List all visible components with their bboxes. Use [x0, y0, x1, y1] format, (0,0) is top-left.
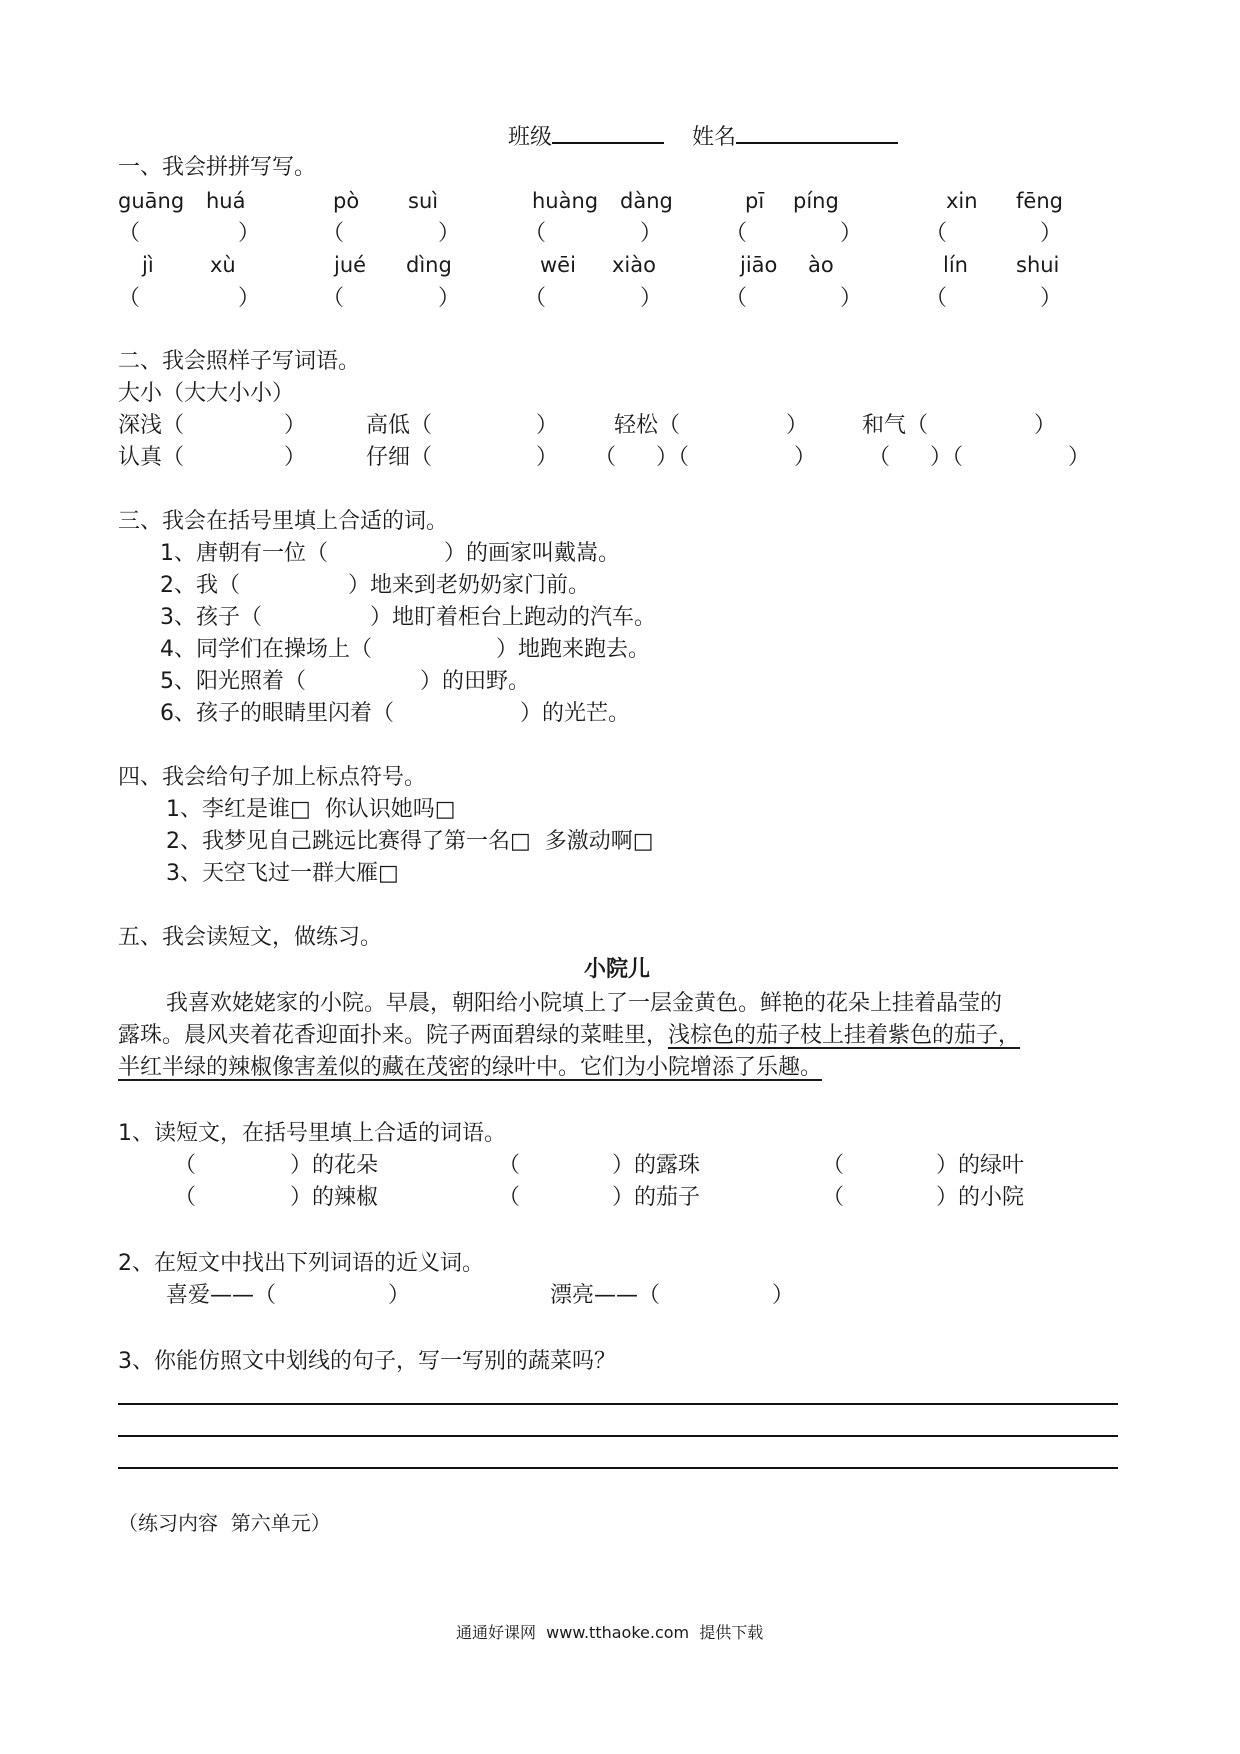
bracket-close: ） [1034, 413, 1057, 438]
synonym-prompt: 漂亮——（ [550, 1283, 661, 1308]
bracket-open: （ [322, 286, 345, 311]
word-prompt: 仔细（ [366, 445, 433, 470]
fill-prompt: 1、唐朝有一位（ [160, 541, 328, 566]
fill-suffix: ）的茄子 [612, 1185, 701, 1210]
fill-suffix: ）的辣椒 [290, 1185, 379, 1210]
fill-prompt: 5、阳光照着（ [160, 669, 306, 694]
bracket-close: ） [536, 413, 559, 438]
header [508, 118, 898, 154]
class-label: 班级 [508, 125, 553, 150]
bracket-open: （ [118, 286, 141, 311]
passage-title: 小院儿 [584, 957, 651, 982]
pinyin: lín [943, 253, 968, 277]
bracket-close: ） [640, 286, 663, 311]
fill-suffix: ）的光芒。 [520, 701, 631, 726]
bracket-open: （ [925, 286, 948, 311]
bracket-open: （ [822, 1153, 845, 1178]
question-2-title: 2、在短文中找出下列词语的近义词。 [118, 1251, 484, 1276]
fill-suffix: ）地来到老奶奶家门前。 [348, 573, 591, 598]
bracket-close: ） [772, 1283, 795, 1308]
bracket-close: ） [284, 445, 307, 470]
bracket-close: ） [1068, 445, 1091, 470]
section-2-title: 二、我会照样子写词语。 [118, 349, 361, 374]
punctuation-item: 3、天空飞过一群大雁□ [166, 861, 399, 886]
passage-text: 露珠。晨风夹着花香迎面扑来。院子两面碧绿的菜畦里， [118, 1023, 669, 1048]
bracket-close: ） [1040, 286, 1063, 311]
example-word: 大小（大大小小） [118, 381, 295, 406]
bracket-open: （ [725, 221, 748, 246]
pinyin: guāng [118, 189, 185, 213]
question-1-title: 1、读短文，在括号里填上合适的词语。 [118, 1121, 506, 1146]
bracket-close: ） [786, 413, 809, 438]
synonym-prompt: 喜爱——（ [166, 1283, 277, 1308]
bracket-open: （ [725, 286, 748, 311]
pinyin: píng [793, 189, 839, 213]
pinyin: dìng [406, 253, 452, 277]
pinyin: ào [808, 253, 834, 277]
footer-credit: 通通好课网 www.tthaoke.com 提供下载 [456, 1623, 764, 1642]
fill-prompt: 3、孩子（ [160, 605, 262, 630]
pinyin: pī [745, 189, 765, 213]
answer-line[interactable] [118, 1403, 1118, 1405]
pinyin: pò [333, 189, 360, 213]
pinyin: shui [1016, 253, 1060, 277]
bracket-pair: ）（ [930, 445, 964, 470]
bracket-close: ） [238, 221, 261, 246]
bracket-close: ） [238, 286, 261, 311]
question-3-title: 3、你能仿照文中划线的句子，写一写别的蔬菜吗？ [118, 1349, 616, 1374]
bracket-pair: ）（ [656, 445, 690, 470]
bracket-close: ） [284, 413, 307, 438]
bracket-open: （ [174, 1153, 197, 1178]
fill-prompt: 4、同学们在操场上（ [160, 637, 372, 662]
fill-suffix: ）的画家叫戴嵩。 [444, 541, 621, 566]
fill-suffix: ）的露珠 [612, 1153, 701, 1178]
passage-line-1: 我喜欢姥姥家的小院。早晨，朝阳给小院填上了一层金黄色。鲜艳的花朵上挂着晶莹的 [166, 991, 1003, 1016]
answer-line[interactable] [118, 1435, 1118, 1437]
pinyin: xù [210, 253, 236, 277]
bracket-open: （ [498, 1153, 521, 1178]
bracket-close: ） [840, 286, 863, 311]
bracket-close: ） [438, 286, 461, 311]
pinyin: jiāo [740, 253, 778, 277]
bracket-close: ） [438, 221, 461, 246]
underlined-sentence: 浅棕色的茄子枝上挂着紫色的茄子， [668, 1023, 1021, 1048]
passage-line-2 [118, 1020, 1020, 1052]
name-label: 姓名 [692, 125, 737, 150]
word-prompt: 轻松（ [614, 413, 681, 438]
punctuation-item: 2、我梦见自己跳远比赛得了第一名□ 多激动啊□ [166, 829, 654, 854]
word-prompt: 深浅（ [118, 413, 185, 438]
pinyin: jué [334, 253, 367, 277]
bracket-open: （ [118, 221, 141, 246]
pinyin: xiào [612, 253, 656, 277]
bracket-open: （ [822, 1185, 845, 1210]
bracket-open: （ [322, 221, 345, 246]
bracket-close: ） [536, 445, 559, 470]
bracket-close: ） [840, 221, 863, 246]
fill-suffix: ）地跑来跑去。 [496, 637, 651, 662]
bracket-close: ） [794, 445, 817, 470]
class-blank[interactable] [552, 118, 664, 144]
name-blank[interactable] [736, 118, 898, 144]
pinyin: xin [946, 189, 978, 213]
bracket-open: （ [524, 221, 547, 246]
pinyin: jì [142, 253, 154, 277]
bracket-open: （ [594, 445, 617, 470]
fill-prompt: 6、孩子的眼睛里闪着（ [160, 701, 394, 726]
bracket-open: （ [925, 221, 948, 246]
fill-suffix: ）地盯着柜台上跑动的汽车。 [370, 605, 657, 630]
pinyin: wēi [540, 253, 576, 277]
fill-suffix: ）的田野。 [420, 669, 531, 694]
pinyin: huàng [532, 189, 599, 213]
bracket-open: （ [174, 1185, 197, 1210]
pinyin: dàng [620, 189, 673, 213]
section-1-title: 一、我会拼拼写写。 [118, 155, 317, 180]
punctuation-item: 1、李红是谁□ 你认识她吗□ [166, 797, 456, 822]
fill-suffix: ）的绿叶 [936, 1153, 1025, 1178]
answer-line[interactable] [118, 1467, 1118, 1469]
word-prompt: 和气（ [862, 413, 929, 438]
section-4-title: 四、我会给句子加上标点符号。 [118, 765, 427, 790]
bracket-close: ） [640, 221, 663, 246]
bracket-close: ） [388, 1283, 411, 1308]
bracket-open: （ [524, 286, 547, 311]
bracket-close: ） [1040, 221, 1063, 246]
word-prompt: 高低（ [366, 413, 433, 438]
unit-note: （练习内容 第六单元） [118, 1511, 331, 1535]
pinyin: huá [206, 189, 246, 213]
word-prompt: 认真（ [118, 445, 185, 470]
bracket-open: （ [498, 1185, 521, 1210]
pinyin: fēng [1016, 189, 1063, 213]
section-3-title: 三、我会在括号里填上合适的词。 [118, 509, 449, 534]
fill-prompt: 2、我（ [160, 573, 240, 598]
fill-suffix: ）的花朵 [290, 1153, 379, 1178]
passage-line-3-underlined: 半红半绿的辣椒像害羞似的藏在茂密的绿叶中。它们为小院增添了乐趣。 [118, 1055, 823, 1080]
fill-suffix: ）的小院 [936, 1185, 1025, 1210]
bracket-open: （ [868, 445, 891, 470]
section-5-title: 五、我会读短文，做练习。 [118, 925, 383, 950]
pinyin: suì [408, 189, 439, 213]
